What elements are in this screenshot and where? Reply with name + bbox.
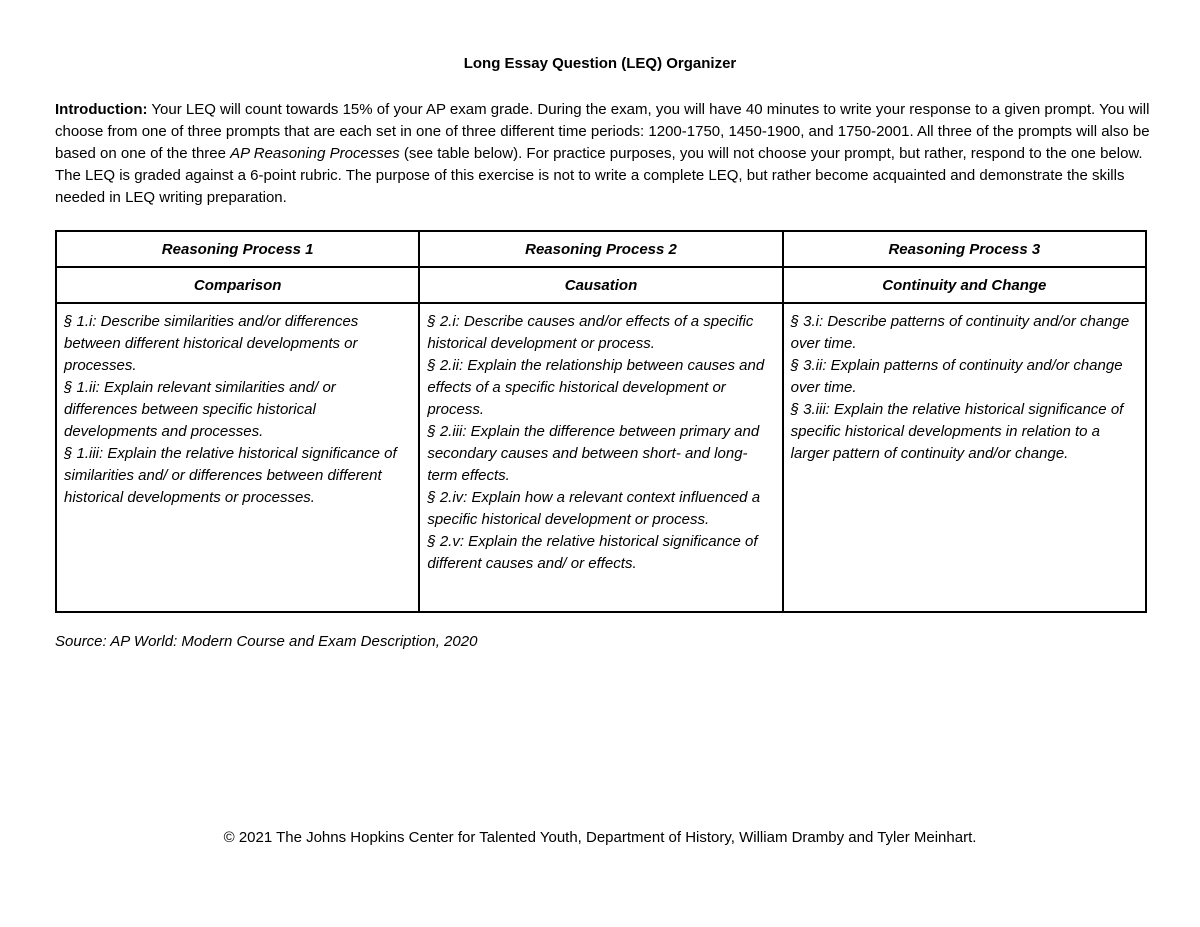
process-1-header: Reasoning Process 1: [56, 231, 419, 267]
process-2-item: § 2.ii: Explain the relationship between causes and effects of a specific historical development or process.: [427, 357, 765, 418]
process-1-item: § 1.i: Describe similarities and/or differences between different historical developments or processes.: [64, 313, 359, 374]
process-2-item: § 2.v: Explain the relative historical significance of different causes and/ or effects.: [427, 533, 758, 572]
process-1-item: § 1.ii: Explain relevant similarities and/ or differences between specific historical developments and processes.: [64, 379, 336, 440]
process-3-item: § 3.iii: Explain the relative historical significance of specific historical developments in relation to a larger pattern of continuity and/or change.: [790, 401, 1124, 462]
process-name-row: [56, 267, 1146, 303]
page-title: Long Essay Question (LEQ) Organizer: [463, 55, 737, 72]
process-3-details: [783, 303, 1146, 612]
process-2-header: Reasoning Process 2: [419, 231, 782, 267]
process-3-item: § 3.ii: Explain patterns of continuity and/or change over time.: [790, 357, 1123, 396]
process-1-item: § 1.iii: Explain the relative historical significance of similarities and/ or differences between different historical developments or processes.: [64, 445, 397, 506]
process-2-item: § 2.iv: Explain how a relevant context influenced a specific historical development or process.: [427, 489, 761, 528]
process-3-name: Continuity and Change: [783, 267, 1146, 303]
intro-label: Introduction:: [55, 101, 148, 118]
process-details-row: [56, 303, 1146, 612]
process-3-item: § 3.i: Describe patterns of continuity and/or change over time.: [790, 313, 1130, 352]
introduction-paragraph: [55, 99, 1150, 209]
process-2-item: § 2.iii: Explain the difference between primary and secondary causes and between short- and long-term effects.: [427, 423, 760, 484]
copyright-footer: © 2021 The Johns Hopkins Center for Talented Youth, Department of History, William Dramby and Tyler Meinhart.: [223, 829, 977, 846]
process-2-name: Causation: [419, 267, 782, 303]
process-2-item: § 2.i: Describe causes and/or effects of a specific historical development or process.: [427, 313, 754, 352]
reasoning-process-table: [55, 230, 1147, 613]
process-1-name: Comparison: [56, 267, 419, 303]
intro-text-part1: Your LEQ will count towards 15% of your AP exam grade. During the exam, you will have 40 minutes to write your response to a given prompt. You will choose from one of three prompts that are each set in one of three different time periods: 1200-1750, 1450-1900, and 1750-2001. All three of the prompts will also be based on one of the three: [55, 101, 1150, 162]
process-2-details: [419, 303, 782, 612]
process-3-header: Reasoning Process 3: [783, 231, 1146, 267]
intro-emphasis: AP Reasoning Processes: [230, 145, 400, 162]
process-header-row: [56, 231, 1146, 267]
intro-text-part2: (see table below). For practice purposes, you will not choose your prompt, but rather, respond to the one below. The LEQ is graded against a 6-point rubric. The purpose of this exercise is not to write a complete LEQ, but rather become acquainted and demonstrate the skills needed in LEQ writing preparation.: [55, 145, 1143, 206]
source-citation: Source: AP World: Modern Course and Exam Description, 2020: [55, 633, 478, 650]
process-1-details: [56, 303, 419, 612]
